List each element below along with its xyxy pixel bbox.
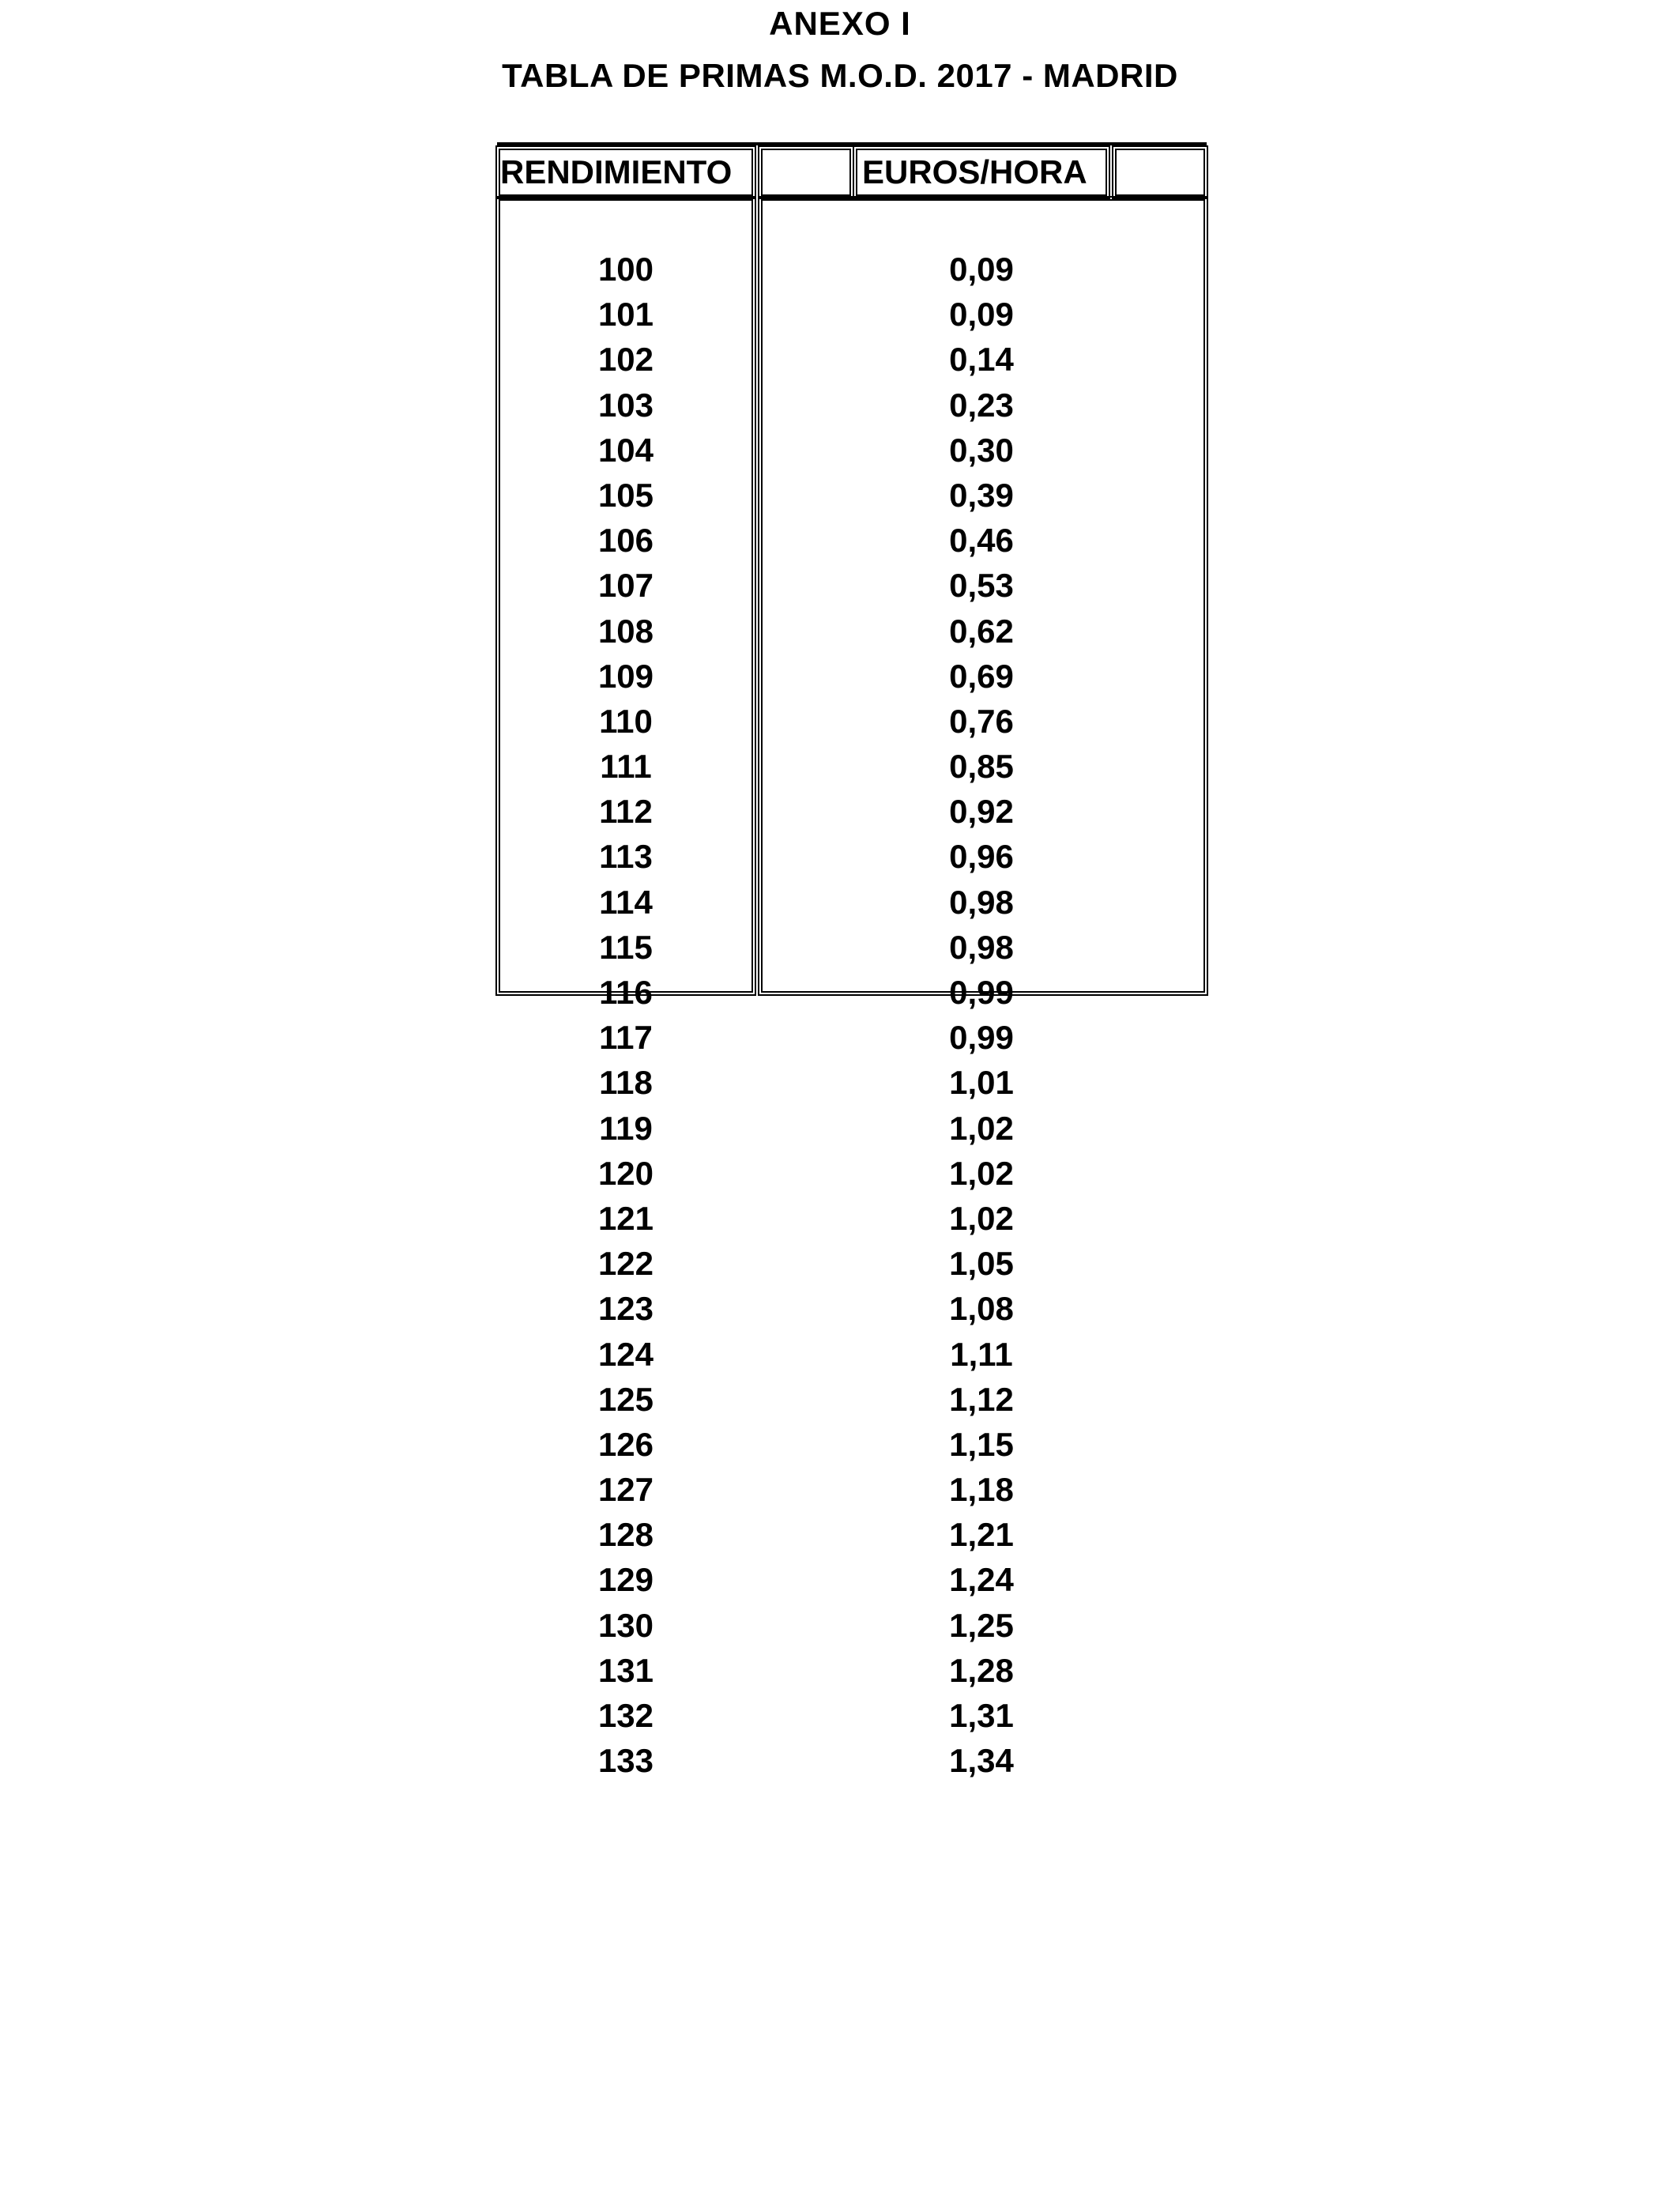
euros-hora-cell: 1,21 (949, 1516, 1014, 1554)
euros-hora-cell: 1,12 (949, 1380, 1014, 1418)
rendimiento-cell: 117 (599, 1019, 653, 1057)
header-euros-hora: EUROS/HORA (856, 149, 1107, 196)
euros-hora-cell: 0,99 (949, 1019, 1014, 1057)
euros-hora-cell: 1,24 (949, 1561, 1014, 1599)
rendimiento-cell: 129 (597, 1561, 654, 1599)
euros-hora-cell: 0,76 (949, 702, 1014, 740)
rendimiento-cell: 100 (597, 251, 654, 288)
rendimiento-cell: 125 (597, 1380, 654, 1418)
rendimiento-cell: 115 (599, 928, 653, 966)
rendimiento-cell: 103 (597, 386, 654, 424)
rendimiento-cell: 126 (597, 1425, 654, 1463)
euros-hora-cell: 0,98 (949, 928, 1014, 966)
header-empty-cell (761, 149, 851, 196)
rendimiento-cell: 133 (597, 1742, 654, 1780)
euros-hora-cell: 0,30 (949, 431, 1014, 469)
rendimiento-cell: 110 (599, 702, 653, 740)
euros-hora-cell: 0,09 (949, 296, 1014, 334)
annex-title: ANEXO I (769, 5, 911, 42)
euros-hora-cell: 1,01 (949, 1064, 1014, 1102)
euros-hora-cell: 0,92 (949, 793, 1014, 831)
euros-hora-cell: 0,85 (949, 748, 1014, 786)
euros-hora-cell: 1,11 (950, 1335, 1013, 1373)
rendimiento-cell: 121 (597, 1199, 654, 1237)
euros-hora-cell: 0,14 (949, 341, 1014, 379)
euros-hora-cell: 1,28 (949, 1651, 1014, 1689)
euros-hora-cell: 0,98 (949, 883, 1014, 921)
euros-hora-cell: 0,99 (949, 974, 1014, 1011)
rendimiento-cell: 132 (597, 1697, 654, 1734)
euros-hora-cell: 0,69 (949, 657, 1014, 695)
euros-hora-cell: 1,05 (949, 1245, 1014, 1283)
euros-hora-cell: 0,46 (949, 522, 1014, 560)
rendimiento-cell: 105 (597, 476, 654, 514)
rendimiento-cell: 122 (597, 1245, 654, 1283)
euros-hora-cell: 1,02 (949, 1154, 1014, 1192)
euros-hora-cell: 0,09 (949, 251, 1014, 288)
rendimiento-cell: 127 (597, 1471, 654, 1509)
rendimiento-cell: 107 (597, 567, 654, 605)
euros-hora-cell: 0,23 (949, 386, 1014, 424)
rendimiento-cell: 109 (597, 657, 654, 695)
rendimiento-cell: 116 (599, 974, 653, 1011)
rendimiento-cell: 130 (597, 1606, 654, 1644)
euros-hora-cell: 1,02 (949, 1109, 1014, 1147)
euros-hora-cell: 1,08 (949, 1290, 1014, 1328)
rendimiento-cell: 102 (597, 341, 654, 379)
euros-hora-cell: 0,53 (949, 567, 1014, 605)
header-empty-cell (1115, 149, 1205, 196)
table-title: TABLA DE PRIMAS M.O.D. 2017 - MADRID (502, 57, 1178, 94)
rendimiento-cell: 113 (599, 838, 653, 876)
rendimiento-cell: 119 (599, 1109, 653, 1147)
euros-hora-cell: 1,34 (949, 1742, 1014, 1780)
rendimiento-cell: 131 (597, 1651, 654, 1689)
rendimiento-column (499, 247, 753, 1783)
euros-hora-column (856, 247, 1107, 1783)
rendimiento-cell: 106 (597, 522, 654, 560)
rendimiento-cell: 123 (597, 1290, 654, 1328)
rendimiento-cell: 120 (597, 1154, 654, 1192)
euros-hora-cell: 0,96 (949, 838, 1014, 876)
euros-hora-cell: 0,62 (949, 612, 1014, 650)
euros-hora-cell: 1,02 (949, 1199, 1014, 1237)
rendimiento-cell: 104 (597, 431, 654, 469)
euros-hora-cell: 0,39 (949, 476, 1014, 514)
table-top-rule (497, 142, 1207, 145)
rendimiento-cell: 111 (600, 748, 652, 786)
euros-hora-cell: 1,15 (949, 1425, 1014, 1463)
rendimiento-cell: 128 (597, 1516, 654, 1554)
euros-hora-cell: 1,18 (949, 1471, 1014, 1509)
rendimiento-cell: 114 (599, 883, 653, 921)
rendimiento-cell: 124 (597, 1335, 654, 1373)
euros-hora-cell: 1,31 (949, 1697, 1014, 1734)
rendimiento-cell: 118 (599, 1064, 653, 1102)
rendimiento-cell: 108 (597, 612, 654, 650)
rendimiento-cell: 101 (597, 296, 654, 334)
header-rendimiento: RENDIMIENTO (499, 149, 753, 196)
euros-hora-cell: 1,25 (949, 1606, 1014, 1644)
rendimiento-cell: 112 (599, 793, 653, 831)
